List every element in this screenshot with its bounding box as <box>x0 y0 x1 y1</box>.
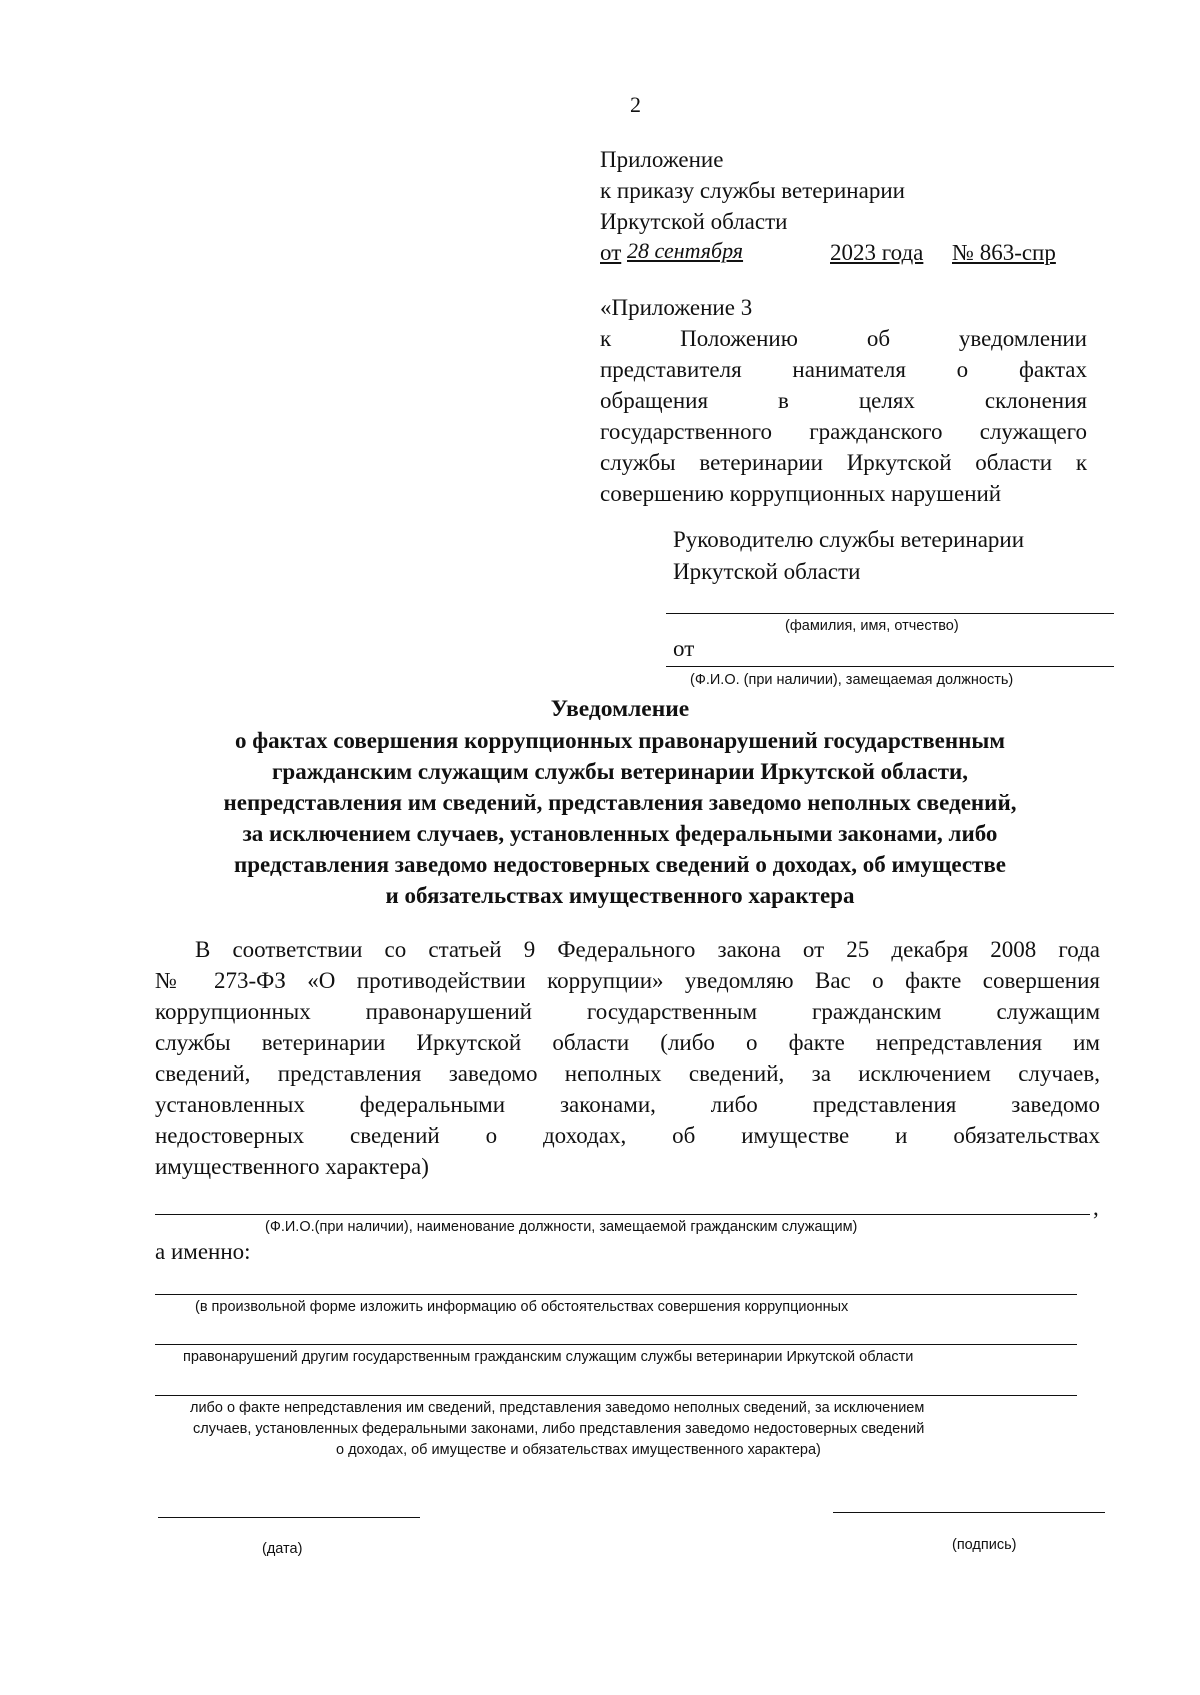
appendix-line-1: Приложение <box>600 147 724 172</box>
from-rule <box>666 666 1114 667</box>
date-prefix: от <box>600 240 622 265</box>
appendix-3-line: совершению коррупционных нарушений <box>600 481 1002 506</box>
appendix-3-line: службы ветеринарии Иркутской области к <box>600 450 1087 475</box>
body-line: В соответствии со статьей 9 Федерального закона от 25 декабря 2008 года <box>195 937 1100 962</box>
body-line: № 273-ФЗ «О противодействии коррупции» уведомляю Вас о факте совершения <box>155 968 1100 993</box>
addressee-line-2: Иркутской области <box>673 559 861 584</box>
body-paragraph <box>155 934 1100 1182</box>
appendix-3-block <box>600 292 1087 509</box>
rule-comma: , <box>1093 1195 1099 1220</box>
signature-caption: (подпись) <box>952 1537 1017 1553</box>
namely-label: а именно: <box>155 1239 251 1264</box>
appendix-line-3: Иркутской области <box>600 209 788 234</box>
title-line: гражданским служащим службы ветеринарии Иркутской области, <box>271 759 969 784</box>
details-note-3: либо о факте непредставления им сведений, представления заведомо неполных сведений, за исключением <box>190 1400 925 1416</box>
employee-fio-caption: (Ф.И.О.(при наличии), наименование должности, замещаемой гражданским служащим) <box>265 1219 858 1235</box>
signature-rule <box>833 1512 1105 1513</box>
appendix-3-line: государственного гражданского служащего <box>600 419 1087 444</box>
date-caption: (дата) <box>262 1541 303 1557</box>
fio-caption: (фамилия, имя, отчество) <box>785 618 959 634</box>
appendix-3-line: обращения в целях склонения <box>600 388 1087 413</box>
addressee-line-1: Руководителю службы ветеринарии <box>673 527 1025 552</box>
appendix-3-line: к Положению об уведомлении <box>600 326 1087 351</box>
fio-rule <box>666 613 1114 614</box>
appendix-3-line: представителя нанимателя о фактах <box>600 357 1087 382</box>
body-line: сведений, представления заведомо неполных сведений, за исключением случаев, <box>155 1061 1100 1086</box>
body-line: имущественного характера) <box>155 1154 429 1179</box>
details-note-2: правонарушений другим государственным гражданским служащим службы ветеринарии Иркутской области <box>183 1349 914 1365</box>
from-label: от <box>673 636 695 661</box>
details-note-1: (в произвольной форме изложить информацию об обстоятельствах совершения коррупционных <box>195 1299 849 1315</box>
details-rule-3 <box>155 1395 1077 1396</box>
date-rule <box>158 1517 420 1518</box>
body-line: недостоверных сведений о доходах, об имуществе и обязательствах <box>155 1123 1100 1148</box>
addressee-block <box>673 524 1024 588</box>
title-line: и обязательствах имущественного характера <box>385 883 855 908</box>
details-rule-2 <box>155 1344 1077 1345</box>
handwritten-date: 28 сентября <box>627 238 744 263</box>
details-note-4: случаев, установленных федеральными законами, либо представления заведомо недостоверных сведений <box>193 1421 925 1437</box>
details-rule-1 <box>155 1294 1077 1295</box>
page-number: 2 <box>630 92 641 117</box>
details-note-5: о доходах, об имуществе и обязательствах имущественного характера) <box>336 1442 821 1458</box>
title-line: непредставления им сведений, представления заведомо неполных сведений, <box>223 790 1017 815</box>
title-heading: Уведомление <box>550 696 690 722</box>
from-caption: (Ф.И.О. (при наличии), замещаемая должность) <box>690 672 1014 688</box>
order-number: № 863-спр <box>952 240 1056 265</box>
employee-fio-rule <box>155 1214 1090 1215</box>
body-line: службы ветеринарии Иркутской области (либо о факте непредставления им <box>155 1030 1100 1055</box>
body-line: коррупционных правонарушений государственным гражданским служащим <box>155 999 1100 1024</box>
appendix-3-title: «Приложение 3 <box>600 295 753 320</box>
title-line: представления заведомо недостоверных сведений о доходах, об имуществе <box>234 852 1006 877</box>
order-year: 2023 года <box>830 240 924 265</box>
appendix-line-2: к приказу службы ветеринарии <box>600 178 905 203</box>
document-title <box>160 694 1080 911</box>
body-line: установленных федеральными законами, либо представления заведомо <box>155 1092 1100 1117</box>
title-line: о фактах совершения коррупционных правонарушений государственным <box>234 728 1006 753</box>
order-date-line <box>600 237 1080 268</box>
order-appendix-block <box>600 144 1080 268</box>
title-line: за исключением случаев, установленных федеральными законами, либо <box>242 821 998 846</box>
